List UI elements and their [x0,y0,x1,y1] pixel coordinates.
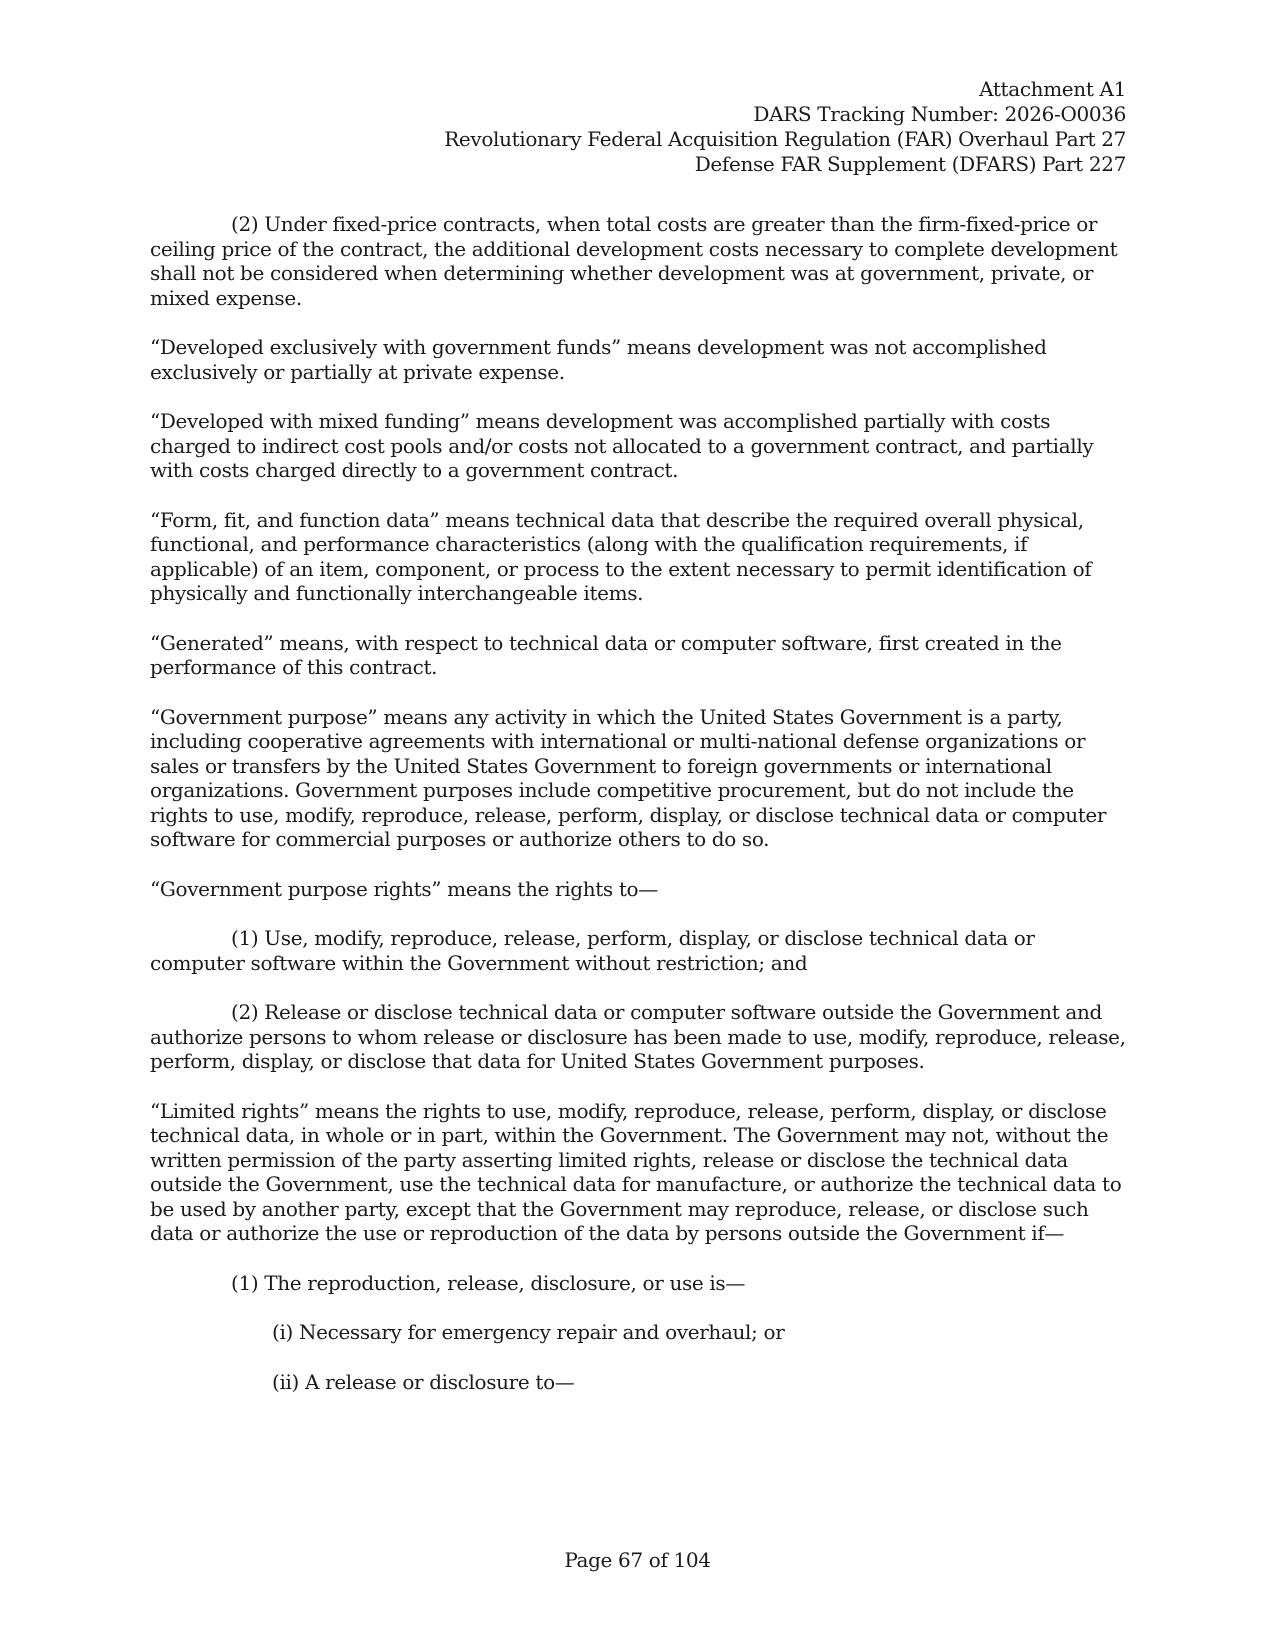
paragraph-form-fit-function: “Form, fit, and function data” means technical data that describe the required overall physical, functional, and performance characteristics (along with the qualification requirements, if applicable) of an item, component, or process to the extent necessary to permit identification of physically and functionally interchangeable items. [150,507,1092,605]
header-dfars-part: Defense FAR Supplement (DFARS) Part 227 [694,152,1126,176]
paragraph-developed-mixed: “Developed with mixed funding” means development was accomplished partially with costs charged to indirect cost pools and/or costs not allocated to a government contract, and partially with costs charged directly to a government contract. [150,409,1094,482]
paragraph-gpr-item-2: (2) Release or disclose technical data or computer software outside the Government and authorize persons to whom release or disclosure has been made to use, modify, reproduce, release, perform, display, or disclose that data for United States Government purposes. [150,1000,1126,1073]
paragraph-limited-rights-subitem-i: (i) Necessary for emergency repair and overhaul; or [272,1320,785,1344]
page-header [444,77,1126,177]
paragraph-government-purpose: “Government purpose” means any activity in which the United States Government is a party, including cooperative agreements with international or multi-national defense organizations or sales or transfers by the United States Government to foreign governments or international organizations. Government purposes include competitive procurement, but do not include the rights to use, modify, reproduce, release, perform, display, or disclose technical data or computer software for commercial purposes or authorize others to do so. [150,704,1107,851]
header-attachment-label: Attachment A1 [979,77,1126,101]
paragraph-generated: “Generated” means, with respect to technical data or computer software, first created in the performance of this contract. [150,630,1062,679]
paragraph-government-purpose-rights: “Government purpose rights” means the rights to— [150,876,658,901]
paragraph-limited-rights-subitem-ii: (ii) A release or disclosure to— [272,1369,575,1394]
document-body [150,212,1126,1419]
paragraph-developed-exclusively: “Developed exclusively with government funds” means development was not accomplished exclusively or partially at private expense. [150,335,1047,384]
header-tracking-number: DARS Tracking Number: 2026-O0036 [753,102,1126,126]
paragraph-gpr-item-1: (1) Use, modify, reproduce, release, perform, display, or disclose technical data or computer software within the Government without restriction; and [150,926,1035,975]
paragraph-limited-rights-item-1: (1) The reproduction, release, disclosure, or use is— [231,1270,745,1295]
paragraph-fixed-price: (2) Under fixed-price contracts, when total costs are greater than the firm-fixed-price or ceiling price of the contract, the additional development costs necessary to complete development shall not be considered when determining whether development was at government, private, or mixed expense. [150,212,1118,310]
page-number: Page 67 of 104 [564,1548,711,1572]
paragraph-limited-rights: “Limited rights” means the rights to use, modify, reproduce, release, perform, display, or disclose technical data, in whole or in part, within the Government. The Government may not, without the written permission of the party asserting limited rights, release or disclose the technical data outside the Government, use the technical data for manufacture, or authorize the technical data to be used by another party, except that the Government may reproduce, release, or disclose such data or authorize the use or reproduction of the data by persons outside the Government if— [150,1098,1122,1245]
header-far-part: Revolutionary Federal Acquisition Regulation (FAR) Overhaul Part 27 [444,127,1126,151]
